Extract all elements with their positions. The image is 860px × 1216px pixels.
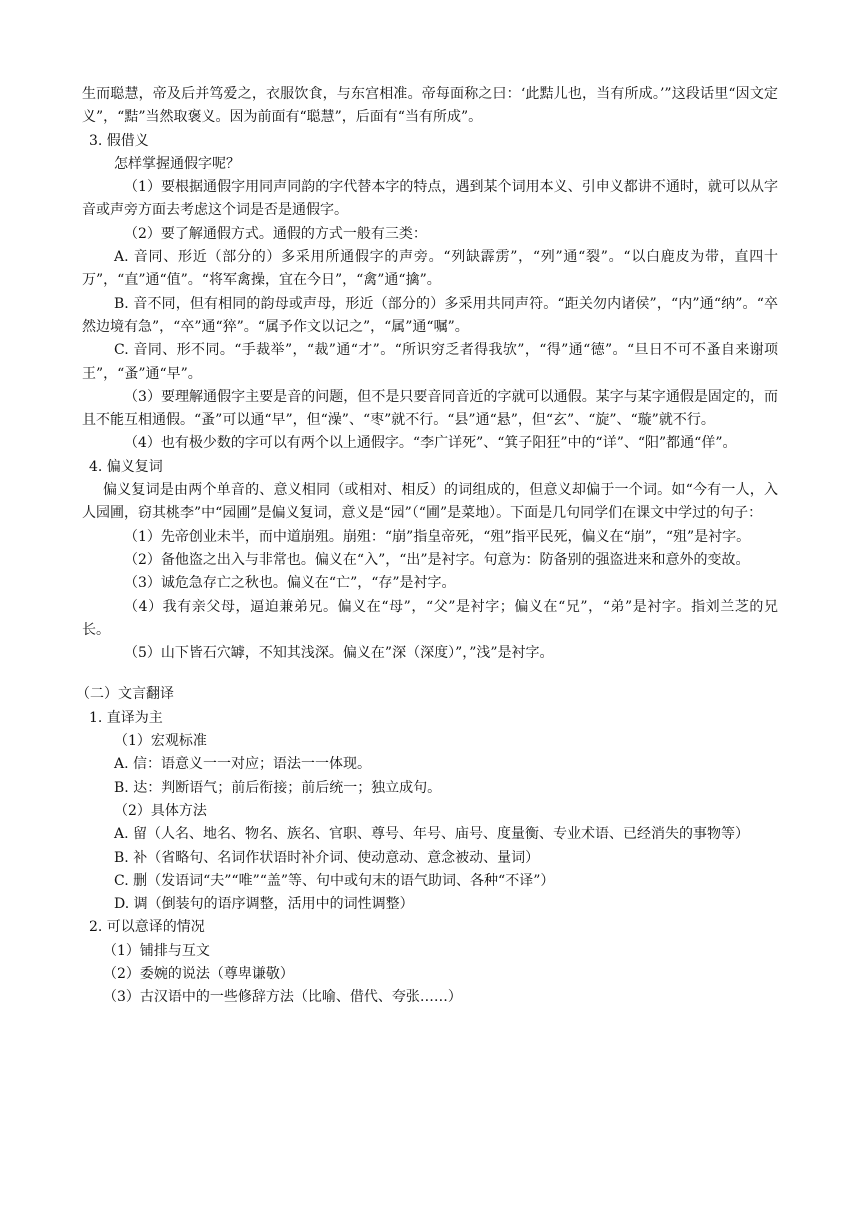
paragraph: （1）铺排与互文 [103,942,210,959]
paragraph: A. 音同、形近（部分的）多采用所通假字的声旁。“列缺霹雳”，“列”通“裂”。“以白鹿皮为带，直四十万”，“直”通“值”。“将军禽操，宜在今日”，“禽”通“擒”。 [82,249,778,289]
paragraph: （5）山下皆石穴罅，不知其浅深。偏义在”深（深度）”，”浅”是衬字。 [124,645,554,662]
paragraph: （2）委婉的说法（尊卑谦敬） [103,965,294,982]
paragraph: （3）要理解通假字主要是音的问题，但不是只要音同音近的字就可以通假。某字与某字通假是固定的，而且不能互相通假。“蚤”可以通“早”，但“澡”、“枣”就不行。“县”通“悬”，但“玄”、“旋”、“璇”就不行。 [82,388,778,429]
paragraph: B. 补（省略句、名词作状语时补介词、使动意动、意念被动、量词） [114,849,540,866]
paragraph-intro: 生而聪慧，帝及后并笃爱之，衣服饮食，与东宫相准。帝每面称之曰：‘此黠儿也，当有所成。’”这段话里“因文定义”，“黠”当然取褒义。因为前面有“聪慧”，后面有“当有所成”。 [82,86,778,126]
section-gap [82,665,778,683]
paragraph: （1）先帝创业未半，而中道崩殂。崩殂：“崩”指皇帝死，“殂”指平民死，偏义在“崩”，“殂”是衬字。 [124,528,751,545]
paragraph: （3）诚危急存亡之秋也。偏义在“亡”，“存”是衬字。 [124,575,456,592]
heading-1-zhiyi: 1. 直译为主 [89,709,163,726]
paragraph: A. 留（人名、地名、物名、族名、官职、尊号、年号、庙号、度量衡、专业术语、已经消失的事物等） [114,826,750,843]
paragraph: C. 删（发语词“夫”“唯”“盖”等、句中或句末的语气助词、各种“不译”） [114,872,555,889]
paragraph: （3）古汉语中的一些修辞方法（比喻、借代、夸张……） [103,989,462,1006]
paragraph: A. 信：语意义一一对应；语法一一体现。 [114,756,372,773]
paragraph: （4）我有亲父母，逼迫兼弟兄。偏义在“母”，“父”是衬字；偏义在“兄”，“弟”是衬字。指刘兰芝的兄长。 [82,598,778,638]
paragraph: B. 达：判断语气；前后衔接；前后统一；独立成句。 [114,779,442,796]
document-body [76,83,778,1010]
paragraph: （1）要根据通假字用同声同韵的字代替本字的特点，遇到某个词用本义、引申义都讲不通时，就可以从字音或声旁方面去考虑这个词是否是通假字。 [82,179,778,219]
paragraph: B. 音不同，但有相同的韵母或声母，形近（部分的）多采用共同声符。“距关勿内诸侯”，“内”通“纳”。“卒然边境有急”，“卒”通“猝”。“属予作文以记之”，“属”通“嘱”。 [82,295,778,335]
paragraph: （2）具体方法 [114,802,207,819]
paragraph: 偏义复词是由两个单音的、意义相同（或相对、相反）的词组成的，但意义却偏于一个词。如“今有一人，入人园圃，窃其桃李”中“园圃”是偏义复词，意义是“园”（“圃”是菜地）。下面是几句同学们在课文中学过的句子： [82,482,778,522]
section-heading-translation: （二）文言翻译 [76,686,174,703]
paragraph: （2）备他盗之出入与非常也。偏义在“入”，“出”是衬字。句意为：防备别的强盗进来和意外的变故。 [124,551,750,568]
paragraph: 怎样掌握通假字呢？ [114,155,240,172]
heading-4-pianyi: 4. 偏义复词 [89,458,163,475]
heading-2-yiyi: 2. 可以意译的情况 [89,919,205,936]
paragraph: （4）也有极少数的字可以有两个以上通假字。“李广详死”、“箕子阳狂”中的“详”、“阳”都通“佯”。 [124,435,737,452]
heading-3-jiajie: 3. 假借义 [89,132,149,149]
paragraph: （1）宏观标准 [114,733,207,750]
paragraph: D. 调（倒装句的语序调整，活用中的词性调整） [114,896,414,913]
paragraph: （2）要了解通假方式。通假的方式一般有三类： [124,225,427,242]
paragraph: C. 音同、形不同。“手裁举”，“裁”通“才”。“所识穷乏者得我欤”，“得”通“德”。“旦日不可不蚤自来谢项王”，“蚤”通“早”。 [82,342,778,382]
